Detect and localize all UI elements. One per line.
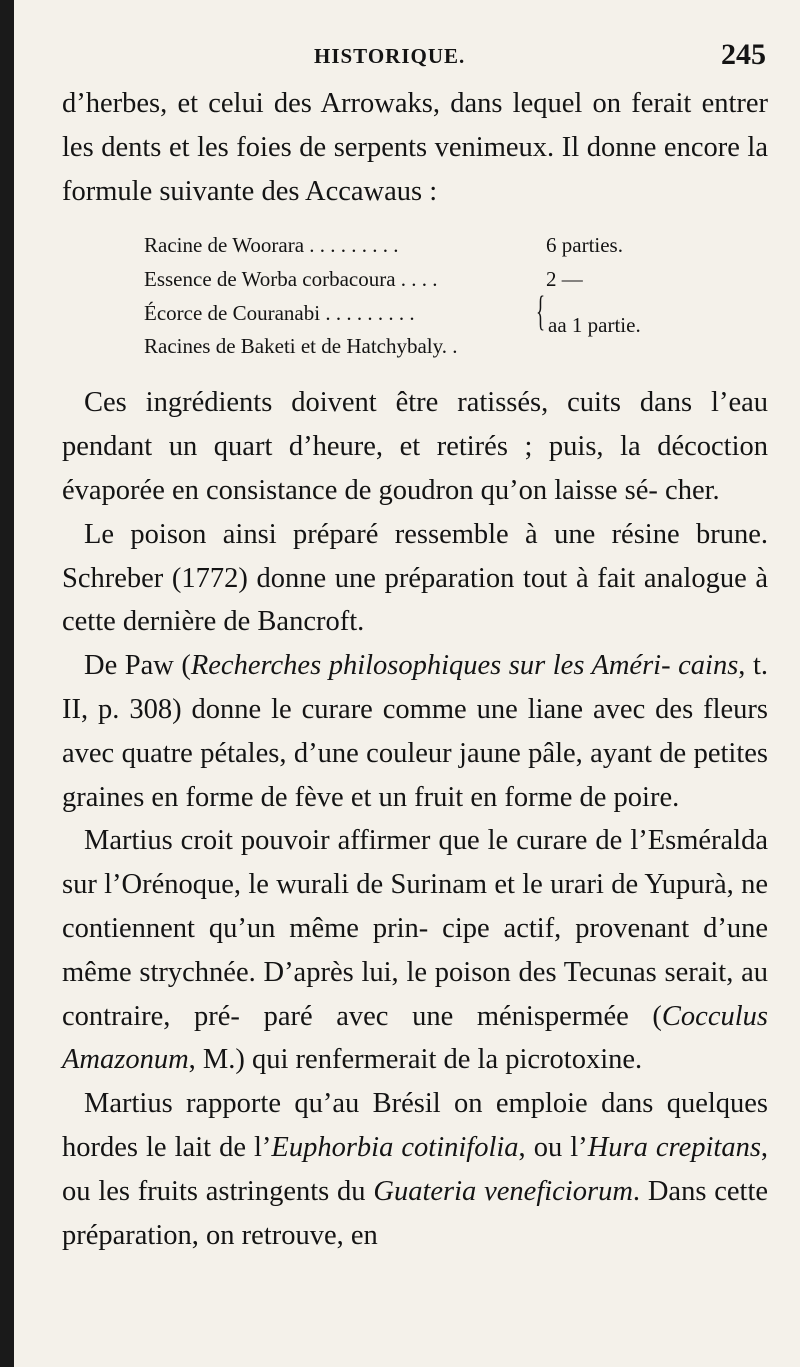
text-line: lui, le poison des Tecunas serait, au contraire, pré- — [62, 956, 769, 1032]
recipe-ingredient: Racine de Woorara . . . . . . . . . — [144, 233, 399, 258]
text-line: cher. — [665, 474, 720, 506]
species-name: Cocculus Amazonum — [62, 1000, 768, 1076]
running-head: HISTORIQUE. — [314, 44, 466, 68]
text-fragment: , ou — [518, 1131, 563, 1163]
book-title: cains — [678, 650, 739, 682]
text-fragment: , M.) — [188, 1044, 245, 1076]
text-line: d’herbes, et celui des Arrowaks, dans lequel on ferait — [62, 88, 692, 119]
text-line: cipe actif, provenant d’une même strychnée. D’après — [62, 912, 768, 988]
book-title: Recherches philosophiques sur les Améri- — [190, 650, 671, 682]
text-line: fait analogue à cette dernière de Bancroft. — [62, 562, 769, 638]
text-line: pâle, ayant de petites graines en forme de fève et un — [62, 737, 768, 813]
text-fragment: quelques hordes le lait de l’ — [62, 1088, 769, 1163]
paragraph-2 — [62, 381, 768, 512]
species-name: veneficiorum — [484, 1175, 633, 1207]
text-fragment: , t. II, p. 308) donne le curare comme une liane — [62, 650, 768, 725]
paragraph-6 — [62, 1082, 768, 1257]
text-line: pendant un quart d’heure, et retirés ; puis, la décoction — [62, 431, 768, 463]
recipe-shared-quantity: aa 1 partie. — [548, 313, 641, 338]
text-line: donne encore la formule suivante des Accawaus : — [62, 131, 768, 207]
text-line: Martius rapporte qu’au Brésil on emploie dans — [84, 1088, 654, 1120]
paragraph-3 — [62, 513, 768, 644]
text-fragment: , ou les fruits astringents du — [62, 1131, 769, 1207]
recipe-table — [62, 213, 768, 359]
text-line: entrer les dents et les foies de serpents venimeux. Il — [62, 88, 769, 163]
text-fragment: . Dans cette préparation, on retrouve, en — [62, 1175, 769, 1251]
recipe-ingredient: Essence de Worba corbacoura . . . . — [144, 267, 438, 292]
text-line: avec des fleurs avec quatre pétales, d’une couleur jaune — [62, 693, 768, 769]
paragraph-1 — [62, 82, 768, 213]
text-fragment: De Paw ( — [84, 650, 191, 682]
book-page — [14, 0, 800, 1367]
paragraph-5 — [62, 819, 768, 1082]
text-line: Ces ingrédients doivent être ratissés, cuits dans l’eau — [84, 387, 768, 419]
recipe-ingredient: Écorce de Couranabi . . . . . . . . . — [144, 301, 415, 326]
recipe-ingredient: Racines de Baketi et de Hatchybaly. . — [144, 334, 458, 359]
text-line: qui renfermerait de la picrotoxine. — [252, 1044, 643, 1076]
species-name: Euphorbia cotinifolia — [271, 1131, 519, 1163]
text-line: Martius croit pouvoir affirmer que le curare de — [84, 825, 623, 857]
paragraph-4 — [62, 644, 768, 819]
text-line: le urari de Yupurà, ne contiennent qu’un même prin- — [62, 869, 768, 944]
recipe-quantity: 2 — — [546, 267, 583, 292]
text-fragment: paré avec une ménispermée ( — [263, 1000, 662, 1032]
species-name: Hura crepitans — [587, 1131, 761, 1163]
text-line: l’Esméralda sur l’Orénoque, le wurali de Surinam et — [62, 825, 768, 901]
text-line: brune. Schreber (1772) donne une préparation tout à — [62, 518, 768, 594]
text-line: Le poison ainsi préparé ressemble à une résine — [84, 518, 680, 550]
page-number: 245 — [721, 38, 766, 71]
text-line: fruit en forme de poire. — [414, 781, 680, 813]
species-name: Guateria — [373, 1175, 477, 1207]
recipe-quantity: 6 parties. — [546, 233, 623, 258]
text-fragment: l’ — [570, 1131, 588, 1163]
page-body — [62, 82, 768, 1257]
text-line: évaporée en consistance de goudron qu’on laisse sé- — [62, 474, 658, 506]
grouping-brace: { — [536, 289, 546, 336]
page-header — [14, 38, 800, 78]
